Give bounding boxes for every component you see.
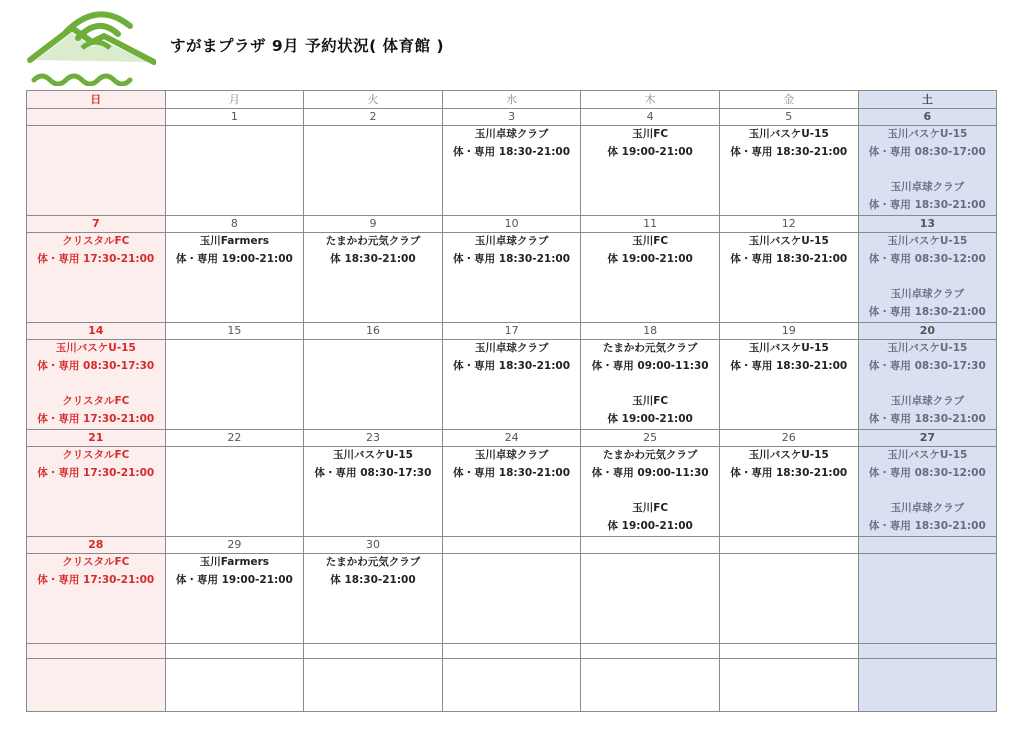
weekday-header: 土	[858, 91, 997, 109]
day-cell	[27, 340, 166, 430]
event-name: 玉川卓球クラブ	[890, 181, 965, 194]
event-time: 体・専用 18:30-21:00	[868, 413, 986, 426]
day-number: 17	[442, 323, 581, 340]
event-name: 玉川FC	[632, 395, 669, 408]
event-name: 玉川FC	[632, 128, 669, 140]
event-time: 体・専用 08:30-12:00	[868, 252, 986, 265]
event-time: 体 18:30-21:00	[330, 573, 416, 586]
empty-row-cell	[442, 659, 581, 712]
day-number: 11	[581, 216, 720, 233]
day-number: 25	[581, 430, 720, 447]
day-number: 12	[719, 216, 858, 233]
day-number: 27	[858, 430, 997, 447]
weekday-header: 月	[165, 91, 304, 109]
empty-row-cell	[858, 659, 997, 712]
event-name: 玉川バスケU-15	[748, 235, 829, 247]
empty-row-cell	[304, 659, 443, 712]
day-cell	[165, 447, 304, 537]
event-name: 玉川バスケU-15	[332, 449, 413, 461]
event-name: 玉川Farmers	[199, 556, 270, 568]
empty-row-cell	[442, 644, 581, 659]
day-number	[27, 109, 166, 126]
event-time: 体・専用 18:30-21:00	[453, 145, 570, 158]
day-number: 30	[304, 537, 443, 554]
page-title: すがまプラザ 9月 予約状況( 体育館 )	[170, 37, 445, 55]
day-cell	[27, 233, 166, 323]
day-number	[858, 537, 997, 554]
day-number: 7	[27, 216, 166, 233]
event-time: 体・専用 09:00-11:30	[591, 359, 709, 372]
event-name: 玉川FC	[632, 235, 669, 247]
event-time: 体 19:00-21:00	[607, 145, 693, 158]
day-cell	[304, 233, 443, 323]
day-number: 26	[719, 430, 858, 447]
day-cell	[27, 126, 166, 216]
empty-row-cell	[719, 659, 858, 712]
weekday-header: 金	[719, 91, 858, 109]
day-number: 3	[442, 109, 581, 126]
day-number: 8	[165, 216, 304, 233]
event-time: 体 19:00-21:00	[607, 520, 693, 533]
day-number: 24	[442, 430, 581, 447]
day-number: 23	[304, 430, 443, 447]
weekday-header: 火	[304, 91, 443, 109]
day-cell	[442, 126, 581, 216]
empty-row-cell	[581, 644, 720, 659]
day-number: 18	[581, 323, 720, 340]
event-name: 玉川卓球クラブ	[890, 502, 965, 515]
day-number: 16	[304, 323, 443, 340]
event-name: クリスタルFC	[62, 235, 130, 247]
day-cell	[304, 447, 443, 537]
empty-row-cell	[27, 659, 166, 712]
event-time: 体・専用 17:30-21:00	[37, 252, 155, 265]
day-cell	[304, 554, 443, 644]
day-cell	[165, 554, 304, 644]
event-name: 玉川卓球クラブ	[474, 235, 549, 247]
event-name: たまかわ元気クラブ	[602, 342, 698, 354]
empty-row-cell	[581, 659, 720, 712]
event-time: 体・専用 18:30-21:00	[868, 306, 986, 319]
day-cell	[581, 340, 720, 430]
day-number: 19	[719, 323, 858, 340]
event-name: 玉川卓球クラブ	[474, 342, 549, 354]
empty-row-cell	[719, 644, 858, 659]
day-number: 2	[304, 109, 443, 126]
day-cell	[165, 340, 304, 430]
event-name: たまかわ元気クラブ	[602, 449, 698, 461]
event-name: 玉川バスケU-15	[748, 449, 829, 461]
empty-row-cell	[165, 659, 304, 712]
day-cell	[858, 233, 997, 323]
event-name: 玉川バスケU-15	[748, 128, 829, 140]
day-number: 15	[165, 323, 304, 340]
day-number: 4	[581, 109, 720, 126]
event-name: 玉川卓球クラブ	[890, 395, 965, 408]
event-name: 玉川Farmers	[199, 235, 270, 247]
day-cell	[165, 233, 304, 323]
event-name: たまかわ元気クラブ	[325, 556, 421, 568]
event-time: 体・専用 09:00-11:30	[591, 466, 709, 479]
day-number: 22	[165, 430, 304, 447]
day-number: 28	[27, 537, 166, 554]
day-number: 10	[442, 216, 581, 233]
day-number	[719, 537, 858, 554]
day-number: 13	[858, 216, 997, 233]
event-time: 体・専用 18:30-21:00	[868, 199, 986, 212]
event-time: 体・専用 17:30-21:00	[37, 413, 155, 426]
day-cell	[442, 447, 581, 537]
event-time: 体・専用 18:30-21:00	[730, 145, 848, 158]
day-cell	[719, 233, 858, 323]
event-name: 玉川バスケU-15	[887, 235, 968, 247]
event-time: 体 19:00-21:00	[607, 252, 693, 265]
day-cell	[581, 126, 720, 216]
empty-row-cell	[858, 644, 997, 659]
day-cell	[858, 554, 997, 644]
day-number: 20	[858, 323, 997, 340]
event-time: 体・専用 18:30-21:00	[453, 359, 570, 372]
event-name: クリスタルFC	[62, 556, 130, 568]
weekday-header: 木	[581, 91, 720, 109]
event-name: 玉川バスケU-15	[887, 128, 968, 140]
day-number: 1	[165, 109, 304, 126]
day-number: 5	[719, 109, 858, 126]
empty-row-cell	[304, 644, 443, 659]
event-name: クリスタルFC	[62, 449, 130, 461]
day-cell	[719, 340, 858, 430]
event-name: たまかわ元気クラブ	[325, 235, 421, 247]
empty-row-cell	[27, 644, 166, 659]
event-time: 体・専用 18:30-21:00	[730, 466, 848, 479]
event-name: 玉川卓球クラブ	[474, 449, 549, 461]
day-cell	[27, 447, 166, 537]
sugama-plaza-logo	[26, 2, 156, 86]
event-time: 体 18:30-21:00	[330, 252, 416, 265]
day-cell	[858, 447, 997, 537]
day-number: 21	[27, 430, 166, 447]
event-time: 体・専用 18:30-21:00	[453, 466, 570, 479]
event-time: 体・専用 08:30-17:30	[37, 359, 155, 372]
day-number	[442, 537, 581, 554]
event-name: 玉川バスケU-15	[887, 342, 968, 354]
day-number: 6	[858, 109, 997, 126]
event-name: 玉川バスケU-15	[55, 342, 136, 354]
day-cell	[304, 126, 443, 216]
event-name: 玉川卓球クラブ	[890, 288, 965, 301]
day-number	[581, 537, 720, 554]
day-number: 9	[304, 216, 443, 233]
event-time: 体・専用 18:30-21:00	[730, 252, 848, 265]
day-cell	[442, 233, 581, 323]
event-time: 体・専用 18:30-21:00	[730, 359, 848, 372]
day-cell	[719, 447, 858, 537]
event-time: 体 19:00-21:00	[607, 413, 693, 426]
day-cell	[304, 340, 443, 430]
weekday-header: 水	[442, 91, 581, 109]
day-cell	[719, 126, 858, 216]
day-number: 29	[165, 537, 304, 554]
day-cell	[581, 447, 720, 537]
day-cell	[165, 126, 304, 216]
event-time: 体・専用 19:00-21:00	[175, 573, 293, 586]
event-time: 体・専用 18:30-21:00	[453, 252, 570, 265]
day-cell	[581, 554, 720, 644]
event-name: 玉川卓球クラブ	[474, 128, 549, 140]
day-cell	[27, 554, 166, 644]
event-time: 体・専用 08:30-17:30	[868, 359, 986, 372]
reservation-calendar	[26, 90, 997, 712]
event-time: 体・専用 17:30-21:00	[37, 573, 155, 586]
day-cell	[858, 126, 997, 216]
event-name: 玉川FC	[632, 502, 669, 515]
empty-row-cell	[165, 644, 304, 659]
event-name: 玉川バスケU-15	[748, 342, 829, 354]
day-cell	[858, 340, 997, 430]
day-cell	[442, 554, 581, 644]
event-time: 体・専用 08:30-17:00	[868, 145, 986, 158]
day-cell	[442, 340, 581, 430]
event-time: 体・専用 19:00-21:00	[175, 252, 293, 265]
day-cell	[719, 554, 858, 644]
event-time: 体・専用 17:30-21:00	[37, 466, 155, 479]
event-time: 体・専用 18:30-21:00	[868, 520, 986, 533]
day-cell	[581, 233, 720, 323]
event-time: 体・専用 08:30-12:00	[868, 466, 986, 479]
event-name: クリスタルFC	[62, 395, 130, 408]
event-name: 玉川バスケU-15	[887, 449, 968, 461]
day-number: 14	[27, 323, 166, 340]
weekday-header: 日	[27, 91, 166, 109]
event-time: 体・専用 08:30-17:30	[314, 466, 432, 479]
